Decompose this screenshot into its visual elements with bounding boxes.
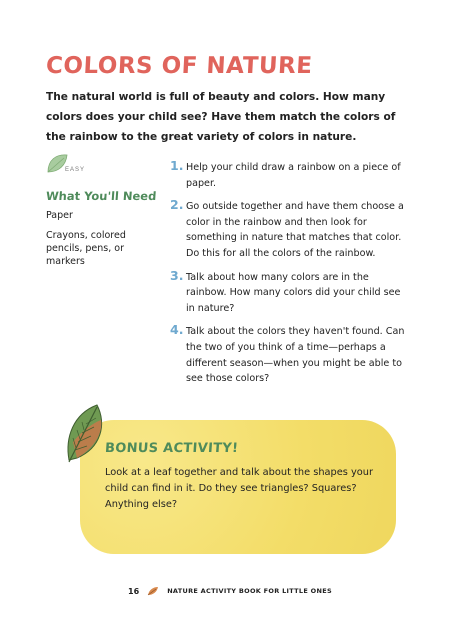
materials-item: Paper: [46, 210, 73, 221]
step-number: 3.: [170, 267, 184, 283]
page-number: 16: [128, 586, 140, 596]
bonus-heading: BONUS ACTIVITY!: [104, 441, 239, 456]
step-number: 1.: [170, 158, 184, 173]
step-text: Talk about how many colors are in the rainbow. How many colors did your child see in nature?: [186, 271, 401, 314]
step-text: Go outside together and have them choose a color in the rainbow and then look for something in nature that matches that color. Do this for all the colors of the rainbow.: [186, 201, 404, 259]
step-item: [170, 267, 405, 317]
page-title: COLORS OF NATURE: [45, 53, 314, 79]
step-item: [170, 324, 405, 386]
materials-heading: What You'll Need: [45, 189, 157, 203]
step-text: Talk about the colors they haven't found. Can the two of you think of a time—perhaps a different season—when you might be able to see those colors?: [186, 326, 405, 385]
intro-paragraph: The natural world is full of beauty and colors. How many colors does your child see? Have them match the colors of the rainbow to the great variety of colors in nature.: [46, 91, 396, 143]
step-item: [170, 160, 405, 191]
leaf-icon: [147, 586, 159, 596]
step-text: Help your child draw a rainbow on a piece of paper.: [186, 162, 401, 189]
materials-item: Crayons, colored pencils, pens, or markers: [46, 230, 126, 267]
step-number: 4.: [170, 322, 184, 338]
difficulty-label: EASY: [65, 167, 86, 173]
page-footer: [0, 586, 460, 596]
book-title: NATURE ACTIVITY BOOK FOR LITTLE ONES: [167, 587, 332, 595]
step-item: [170, 199, 405, 261]
step-number: 2.: [170, 197, 184, 213]
steps-list: [170, 160, 405, 395]
leaf-icon: [63, 402, 109, 464]
materials-list: [46, 209, 141, 275]
bonus-text: Look at a leaf together and talk about the shapes your child can find in it. Do they see triangles? Squares? Anything else?: [105, 467, 374, 510]
